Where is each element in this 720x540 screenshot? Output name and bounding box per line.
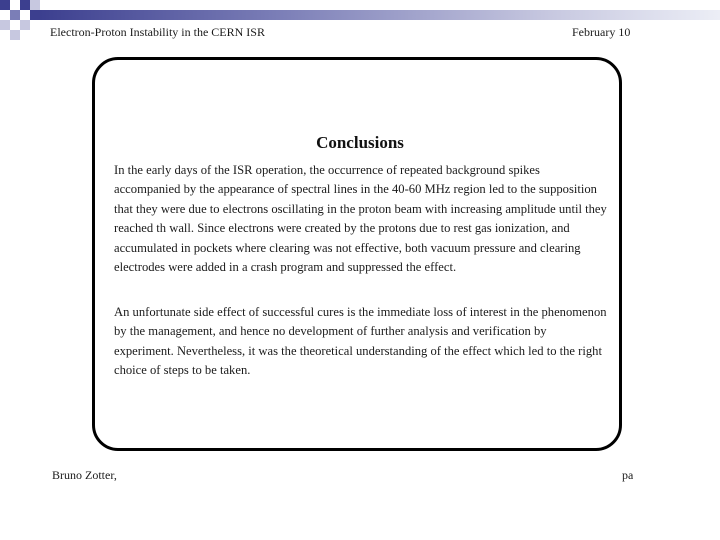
checker-square	[20, 0, 30, 10]
checker-square	[0, 10, 10, 20]
slide-header-title: Electron-Proton Instability in the CERN ISR	[50, 25, 265, 39]
checker-square	[0, 0, 10, 10]
header-clip-mask	[632, 20, 720, 40]
checker-square	[10, 20, 20, 30]
checker-square	[0, 20, 10, 30]
page-title: Conclusions	[316, 133, 404, 152]
checker-square	[10, 10, 20, 20]
checker-square	[30, 10, 40, 20]
conclusion-paragraph-1: In the early days of the ISR operation, the occurrence of repeated background spikes accompanied by the appearance of spectral lines in the 40-60 MHz region led to the supposition that they were due to electrons oscillating in the proton beam with increasing amplitude until they reached th wall. Since electrons were created by the protons due to rest gas ionization, and accumulated in pockets where clearing was not effective, both vacuum pressure and clearing electrodes were added in a crash program and suppressed the effect.	[114, 163, 607, 275]
content-frame	[92, 57, 622, 451]
footer-page-label: pa	[622, 468, 633, 482]
checker-square	[20, 20, 30, 30]
title-bar-gradient	[40, 10, 720, 20]
checker-square	[30, 0, 40, 10]
checker-square	[20, 10, 30, 20]
slide-header-date: February 10	[572, 25, 631, 39]
checker-square	[10, 0, 20, 10]
checker-square	[30, 20, 40, 30]
checker-square	[10, 30, 20, 40]
checkered-decoration	[0, 0, 40, 40]
conclusion-paragraph-2: An unfortunate side effect of successful cures is the immediate loss of interest in the phenomenon by the management, and hence no development of further analysis and verification by experiment. Nevertheless, it was the theoretical understanding of the effect which led to the right choice of steps to be taken.	[114, 305, 607, 378]
footer-author: Bruno Zotter,	[52, 468, 117, 482]
